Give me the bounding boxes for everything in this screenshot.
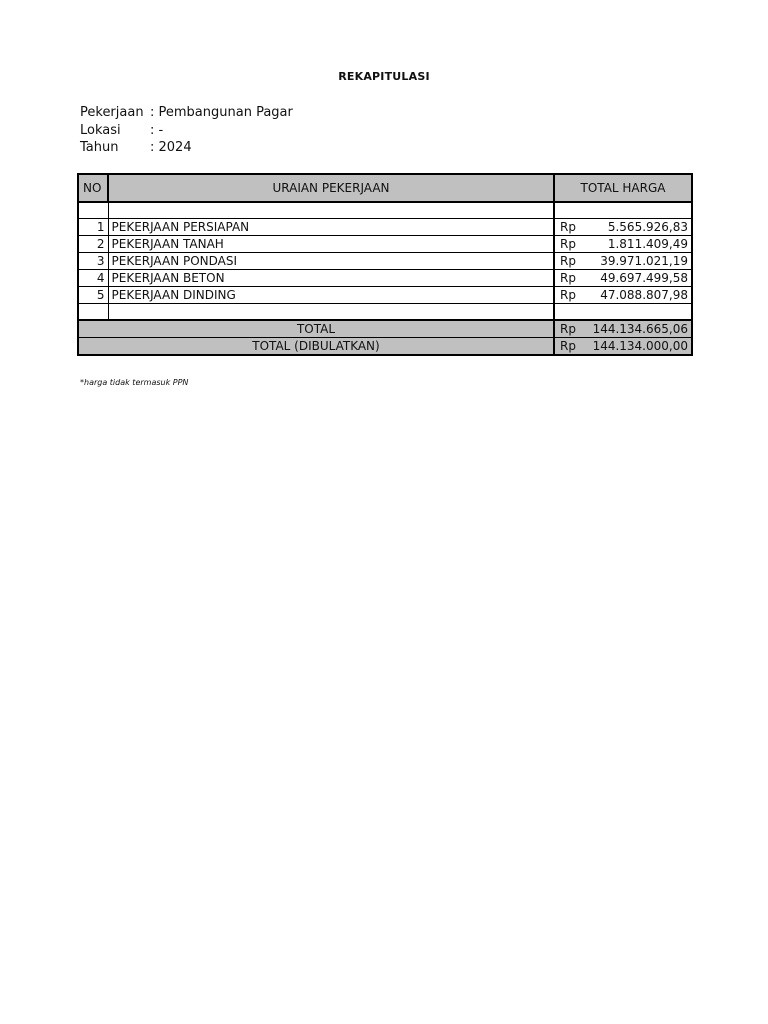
row-currency: Rp	[554, 219, 582, 236]
row-amount: 49.697.499,58	[582, 270, 692, 287]
total-currency: Rp	[554, 320, 582, 338]
table-spacer-row	[78, 304, 692, 321]
table-row	[78, 236, 692, 253]
document-title: REKAPITULASI	[338, 70, 430, 83]
project-info	[80, 104, 293, 157]
total-amount: 144.134.665,06	[582, 320, 692, 338]
row-currency: Rp	[554, 236, 582, 253]
header-description: URAIAN PEKERJAAN	[108, 174, 554, 202]
row-number: 5	[78, 287, 108, 304]
row-currency: Rp	[554, 253, 582, 270]
total-rounded-amount: 144.134.000,00	[582, 338, 692, 356]
row-description: PEKERJAAN PERSIAPAN	[108, 219, 554, 236]
row-description: PEKERJAAN TANAH	[108, 236, 554, 253]
row-currency: Rp	[554, 287, 582, 304]
meta-value: : 2024	[150, 140, 192, 155]
header-total-price: TOTAL HARGA	[554, 174, 692, 202]
meta-value: : -	[150, 122, 164, 138]
table-row	[78, 270, 692, 287]
header-no: NO	[78, 174, 108, 202]
row-description: PEKERJAAN PONDASI	[108, 253, 554, 270]
meta-row-pekerjaan	[80, 104, 293, 122]
table-row	[78, 219, 692, 236]
row-currency: Rp	[554, 270, 582, 287]
meta-label: Pekerjaan	[80, 105, 144, 120]
total-label: TOTAL	[78, 320, 554, 338]
row-number: 3	[78, 253, 108, 270]
row-amount: 39.971.021,19	[582, 253, 692, 270]
table-row	[78, 253, 692, 270]
row-number: 4	[78, 270, 108, 287]
row-amount: 1.811.409,49	[582, 236, 692, 253]
footnote: *harga tidak termasuk PPN	[80, 378, 189, 387]
total-row	[78, 320, 692, 338]
row-description: PEKERJAAN DINDING	[108, 287, 554, 304]
row-number: 2	[78, 236, 108, 253]
row-amount: 5.565.926,83	[582, 219, 692, 236]
total-rounded-label: TOTAL (DIBULATKAN)	[78, 338, 554, 356]
total-rounded-row	[78, 338, 692, 356]
row-amount: 47.088.807,98	[582, 287, 692, 304]
table-header-row	[78, 174, 692, 202]
meta-label: Tahun	[80, 140, 119, 155]
table-row	[78, 287, 692, 304]
meta-value: : Pembangunan Pagar	[150, 105, 293, 120]
row-number: 1	[78, 219, 108, 236]
row-description: PEKERJAAN BETON	[108, 270, 554, 287]
meta-label: Lokasi	[80, 122, 121, 138]
total-rounded-currency: Rp	[554, 338, 582, 356]
meta-row-lokasi	[80, 122, 293, 140]
recap-table	[77, 173, 693, 356]
table-spacer-row	[78, 202, 692, 219]
meta-row-tahun	[80, 139, 293, 157]
